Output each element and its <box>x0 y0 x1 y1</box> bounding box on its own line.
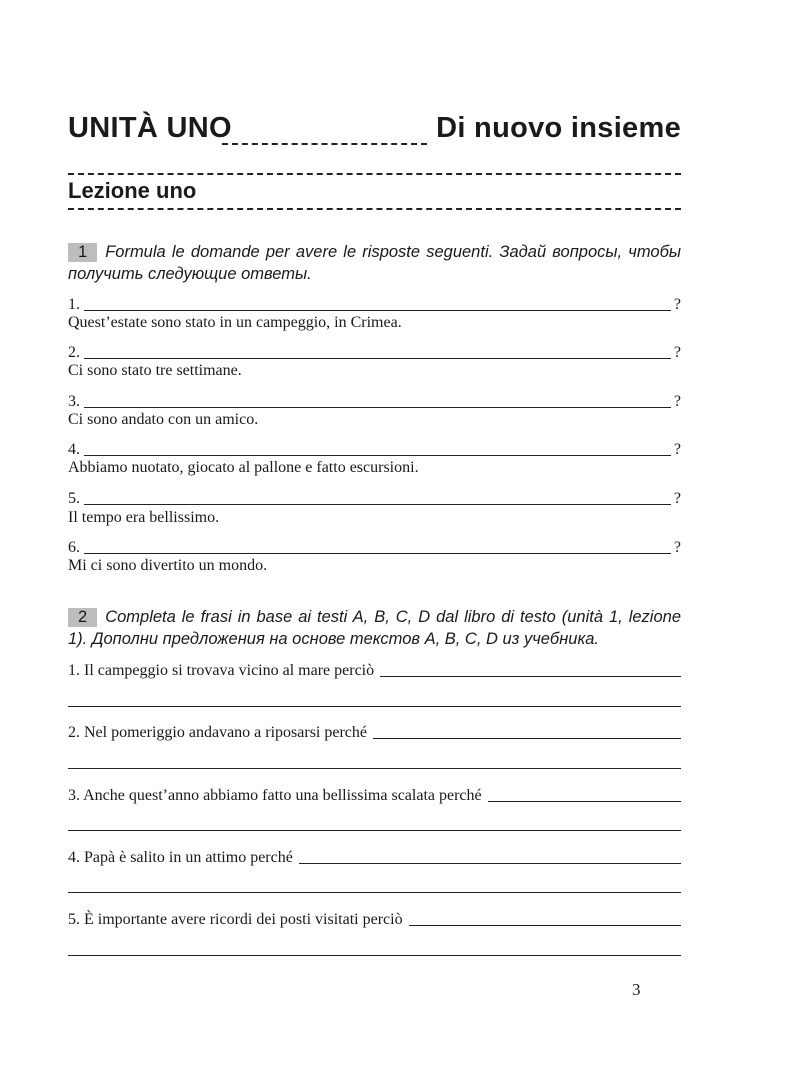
question-answer-line[interactable] <box>84 553 671 554</box>
sentence-answer-line[interactable] <box>409 925 681 926</box>
question-row-3 <box>68 393 681 411</box>
sentence-prompt: 3. Anche quest’anno abbiamo fatto una bellissima scalata perché <box>68 787 482 804</box>
answer-text-1: Quest’estate sono stato in un campeggio, in Crimea. <box>68 314 402 331</box>
question-number: 4. <box>68 441 80 458</box>
question-number: 6. <box>68 539 80 556</box>
sentence-answer-line[interactable] <box>299 863 681 864</box>
exercise-1-number: 1 <box>68 243 97 262</box>
page-number: 3 <box>632 980 641 999</box>
question-mark: ? <box>673 296 681 313</box>
sentence-continuation-line[interactable] <box>68 892 681 893</box>
answer-text-6: Mi ci sono divertito un mondo. <box>68 557 268 574</box>
sentence-row-4 <box>68 849 681 867</box>
lesson-title: Lezione uno <box>68 178 197 203</box>
question-mark: ? <box>673 539 681 556</box>
exercise-1-instruction-text: Formula le domande per avere le risposte seguenti. Задай вопросы, чтобы получить следующие ответы. <box>68 243 681 283</box>
unit-subtitle: Di nuovo insieme <box>436 112 681 144</box>
question-row-6 <box>68 539 681 557</box>
question-number: 3. <box>68 393 80 410</box>
question-answer-line[interactable] <box>84 310 671 311</box>
question-mark: ? <box>673 393 681 410</box>
sentence-prompt: 1. Il campeggio si trovava vicino al mare perciò <box>68 662 375 679</box>
sentence-row-3 <box>68 787 681 805</box>
question-mark: ? <box>673 344 681 361</box>
sentence-answer-line[interactable] <box>373 738 681 739</box>
question-number: 2. <box>68 344 80 361</box>
exercise-1-instruction <box>68 241 681 285</box>
sentence-answer-line[interactable] <box>380 676 681 677</box>
exercise-2-instruction-text: Completa le frasi in base ai testi A, B, C, D dal libro di testo (unità 1, lezione 1). Дополни предложения на основе текстов A, B, C, D из учебника. <box>68 608 681 648</box>
question-row-5 <box>68 490 681 508</box>
sentence-continuation-line[interactable] <box>68 830 681 831</box>
sentence-continuation-line[interactable] <box>68 955 681 956</box>
lesson-dashed-line <box>68 208 681 210</box>
question-number: 5. <box>68 490 80 507</box>
sentence-answer-line[interactable] <box>488 801 681 802</box>
sentence-prompt: 4. Papà è salito in un attimo perché <box>68 849 293 866</box>
header-dashed-divider <box>68 173 681 175</box>
sentence-row-5 <box>68 911 681 929</box>
exercise-2-number: 2 <box>68 608 97 627</box>
sentence-prompt: 5. È importante avere ricordi dei posti visitati perciò <box>68 911 403 928</box>
question-number: 1. <box>68 296 80 313</box>
sentence-prompt: 2. Nel pomeriggio andavano a riposarsi perché <box>68 724 368 741</box>
answer-text-4: Abbiamo nuotato, giocato al pallone e fatto escursioni. <box>68 459 419 476</box>
sentence-row-1 <box>68 662 681 680</box>
question-answer-line[interactable] <box>84 455 671 456</box>
question-row-4 <box>68 441 681 459</box>
answer-text-3: Ci sono andato con un amico. <box>68 411 259 428</box>
exercise-2-instruction <box>68 606 681 650</box>
sentence-continuation-line[interactable] <box>68 768 681 769</box>
question-row-2 <box>68 344 681 362</box>
question-answer-line[interactable] <box>84 504 671 505</box>
unit-title: UNITÀ UNO <box>68 112 232 144</box>
sentence-continuation-line[interactable] <box>68 706 681 707</box>
question-answer-line[interactable] <box>84 407 671 408</box>
answer-text-5: Il tempo era bellissimo. <box>68 509 220 526</box>
sentence-row-2 <box>68 724 681 742</box>
answer-text-2: Ci sono stato tre settimane. <box>68 362 242 379</box>
question-mark: ? <box>673 490 681 507</box>
question-answer-line[interactable] <box>84 358 671 359</box>
question-row-1 <box>68 296 681 314</box>
title-dashed-line <box>222 143 427 145</box>
question-mark: ? <box>673 441 681 458</box>
